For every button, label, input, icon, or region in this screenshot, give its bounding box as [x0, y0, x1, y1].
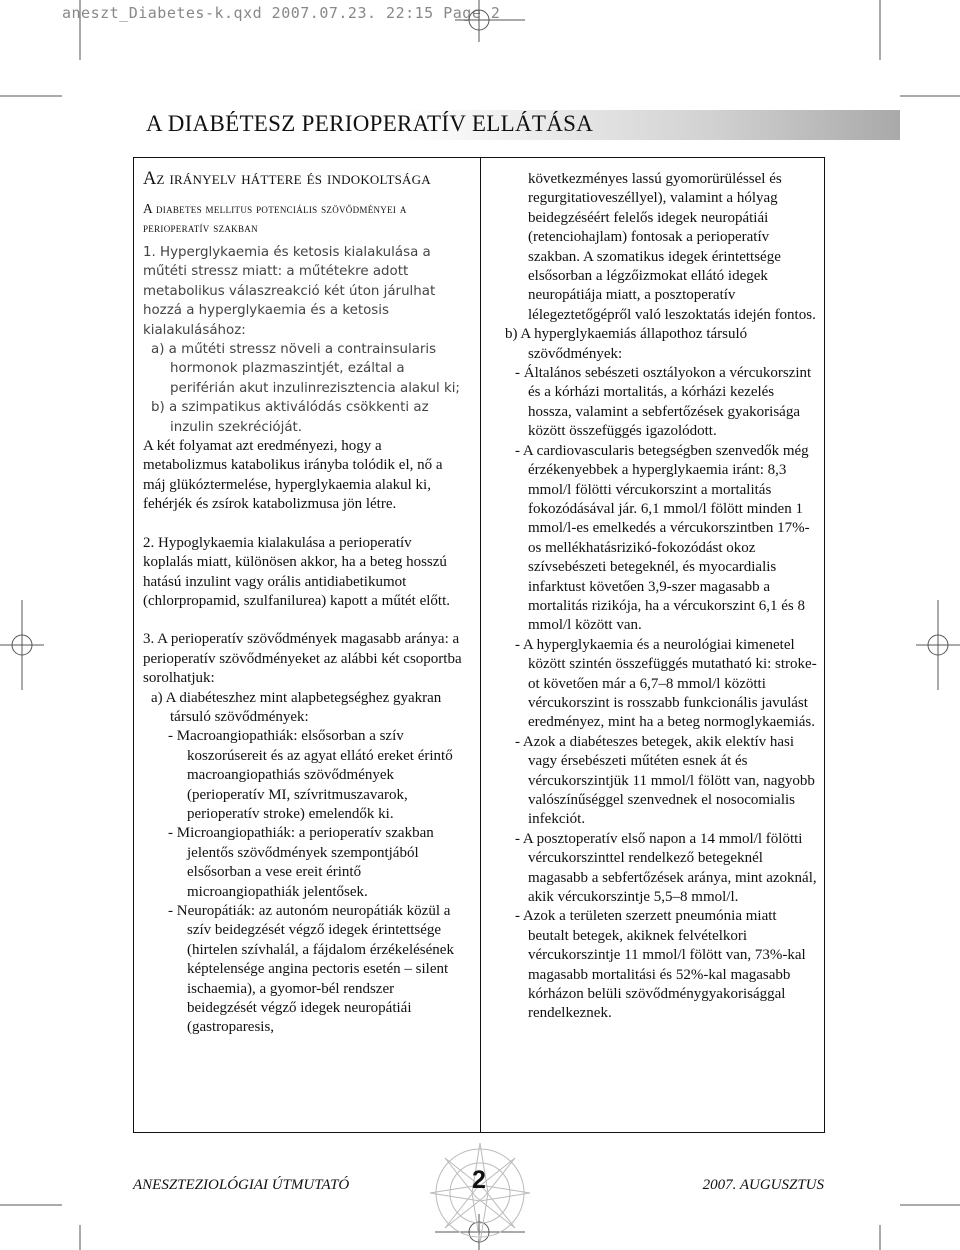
column-divider	[480, 157, 481, 1133]
right-column	[505, 170, 817, 1024]
page-title: A DIABÉTESZ PERIOPERATÍV ELLÁTÁSA	[146, 111, 594, 136]
page-number: 2	[472, 1166, 486, 1194]
footer-publication: ANESZTEZIOLÓGIAI ÚTMUTATÓ	[133, 1177, 350, 1193]
paragraph-1a: a) a műtéti stressz növeli a contrainsularis hormonok plazmaszintjét, ezáltal a periférián akut inzulinrezisztencia alakul ki;	[151, 342, 460, 396]
paragraph-1b: b) a szimpatikus aktiválódás csökkenti az inzulin szekrécióját.	[151, 400, 429, 435]
list-item: - A posztoperatív első napon a 14 mmol/l fölötti vércukorszinttel rendelkező betegeknél magasabb a sebfertőzések aránya, mint azoknál, akik vércukorszintje 5,5–8 mmol/l.	[515, 830, 817, 906]
list-item: - Microangiopathiák: a perioperatív szakban jelentős szövődmények szempontjából elsősorban a vese ereit érintő microangiopathiák jelentősek.	[168, 825, 434, 900]
section-heading: Az irányelv háttere és indokoltsága	[143, 169, 431, 189]
paragraph-b: b) A hyperglykaemiás állapothoz társuló szövődmények:	[505, 326, 748, 362]
left-column	[143, 168, 465, 1038]
list-item: - Neuropátiák: az autonóm neuropátiák közül a szív beidegzését végző idegek érintettsége (hirtelen szívhalál, a fájdalom érzékelésének képtelensége angina pectoris esetén – silent ischaemia), a gyomor-bél rendszer beidegzését végző idegek neuropátiái (gastroparesis,	[168, 903, 454, 1036]
continued-paragraph: következményes lassú gyomorürüléssel és regurgitatioveszéllyel), valamint a hólyag beidegzéséért felelős idegek neuropátiái (retenciohajlam) fontosak a perioperatív szakban. A szomatikus idegek érintettsége elsősorban a légzőizmokat ellátó idegek neuropátiája miatt, a posztoperatív lélegeztetőgépről való leszoktatás idején fontos.	[528, 171, 816, 323]
title-banner	[133, 110, 900, 140]
paragraph-1c: A két folyamat azt eredményezi, hogy a metabolizmus katabolikus irányba tolódik el, nő a máj glükóztermelése, hyperglykaemia alakul ki, fehérjék és zsírok katabolizmusa jön létre.	[143, 438, 443, 513]
list-item: - A hyperglykaemia és a neurológiai kimenetel között szintén összefüggés mutatható ki: stroke-ot követően már a 6,7–8 mmol/l közötti vércukorszint is rosszabb funkcionális javulást eredményez, mint ha a beteg normoglykaemiás.	[515, 636, 817, 731]
paragraph-1: 1. Hyperglykaemia és ketosis kialakulása a műtéti stressz miatt: a műtétekre adott metabolikus válaszreakció két úton járulhat hozzá a hyperglykaemia és a ketosis kialakulásához:	[143, 245, 436, 338]
paragraph-3a: a) A diabéteszhez mint alapbetegséghez gyakran társuló szövődmények:	[151, 689, 442, 725]
subsection-heading: A diabetes mellitus potenciális szövődményei a perioperatív szakban	[143, 201, 407, 235]
footer-date: 2007. AUGUSZTUS	[702, 1177, 824, 1193]
list-item: - Macroangiopathiák: elsősorban a szív koszorúsereit és az agyat ellátó ereket érintő macroangiopathiás szövődmények (perioperatív MI, szívritmuszavarok, perioperatív stroke) emelendők ki.	[168, 728, 453, 822]
paragraph-3: 3. A perioperatív szövődmények magasabb aránya: a perioperatív szövődményeket az alábbi két csoportba sorolhatjuk:	[143, 631, 462, 687]
list-item: - Azok a területen szerzett pneumónia miatt beutalt betegek, akiknek felvételkori vércukorszintje 11 mmol/l fölött van, 73%-kal magasabb mortalitási és 52%-kal magasabb kórházon belüli szövődménygyakorisággal rendelkeznek.	[515, 908, 806, 1022]
print-slug: aneszt_Diabetes-k.qxd 2007.07.23. 22:15 Page 2	[62, 4, 501, 22]
list-item: - Általános sebészeti osztályokon a vércukorszint és a kórházi mortalitás, a kórházi kezelés hossza, valamint a sebfertőzések gyakorisága között összefüggés igazolódott.	[515, 365, 812, 440]
list-item: - Azok a diabéteszes betegek, akik elektív hasi vagy érsebészeti műtéten esnek át és vércukorszintjük 11 mmol/l fölött van, nagyobb valószínűséggel szenvednek el nosocomialis infekciót.	[515, 733, 815, 828]
list-item: - A cardiovascularis betegségben szenvedők még érzékenyebbek a hyperglykaemia iránt: 8,3 mmol/l fölötti vércukorszint a mortalitás fokozódásával jár. 6,1 mmol/l fölött minden 1 mmol/l-es emelkedés a vércukorszintben 17%-os mellékhatásrizikó-fokozódást okoz szívsebészeti betegeknél, és myocardialis infarktust követően 3,9-szer magasabb a mortalitás rizikója, ha a vércukorszint 6,1 és 8 mmol/l között van.	[515, 442, 810, 634]
paragraph-2: 2. Hypoglykaemia kialakulása a perioperatív koplalás miatt, különösen akkor, ha a beteg hosszú hatású inzulint vagy orális antidiabetikumot (chlorpropamid, szulfanilurea) kapott a műtét előtt.	[143, 534, 450, 609]
